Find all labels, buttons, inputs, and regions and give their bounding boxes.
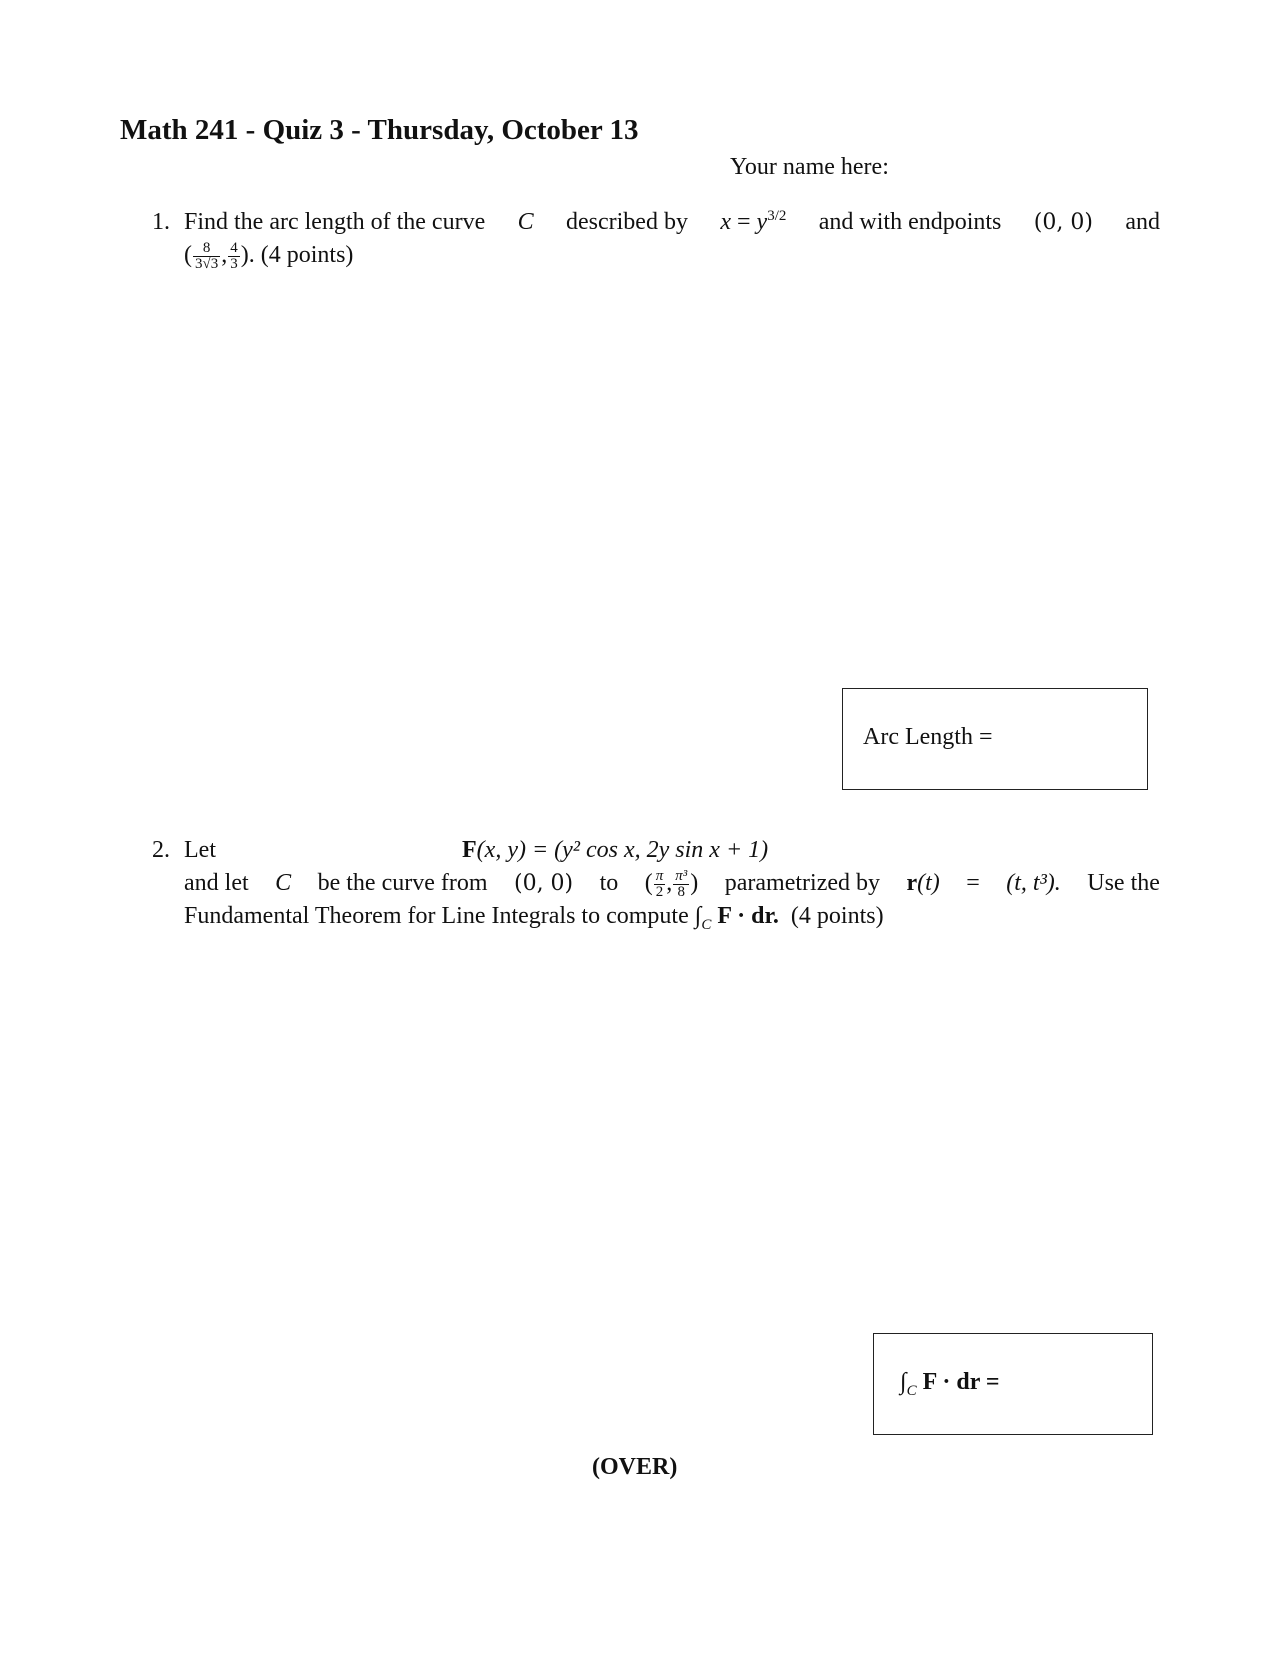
line-integral-label: $\int_C$ F · dr = [900,1369,1000,1399]
question-2-line-2: and let C be the curve from (0, 0) to ( $\frac{\pi}{2}$ , $\frac{\text{π³}}{8}$ ) parametrized by r(t) = (t, t³). Use the [184,867,1160,900]
arc-length-answer-box[interactable] [842,688,1148,790]
vector-field-definition: F(x, y) = (y² cos x, 2y sin x + 1) [462,837,769,863]
question-2-points: (4 points) [790,903,884,929]
over-note: (OVER) [592,1454,678,1480]
question-2-line-3: Fundamental Theorem for Line Integrals to compute $\int_C$ F · dr. (4 points) [184,903,884,933]
line-integral: $\int_C$ F · dr. [694,903,779,933]
question-1-points: (4 points) [260,242,354,268]
quiz-title: Math 241 - Quiz 3 - Thursday, October 13 [120,114,639,146]
question-1-line-2 [184,239,1160,272]
curve-endpoint: ( $\frac{\pi}{2}$ , $\frac{\text{π³}}{8}$ ) [644,867,699,900]
question-2-number: 2. [152,837,170,863]
question-1-line-1: Find the arc length of the curve C described by $x = y^{3/2}$ and with endpoints (0, 0) and [184,206,1160,239]
name-prompt: Your name here: [730,154,889,180]
parametrization: r(t) [906,870,940,896]
arc-curve-equation: $x = y^{3/2}$ [720,208,787,235]
question-2-text [184,867,1160,933]
arc-length-label: Arc Length = [863,724,993,750]
question-1-text [184,206,1160,272]
question-1-number: 1. [152,209,170,235]
question-2-let: Let [184,837,216,863]
line-integral-answer-box[interactable] [873,1333,1153,1435]
endpoint-2: ( $\frac{8}{3√3}$ , $\frac{4}{3}$ ). [184,239,255,272]
